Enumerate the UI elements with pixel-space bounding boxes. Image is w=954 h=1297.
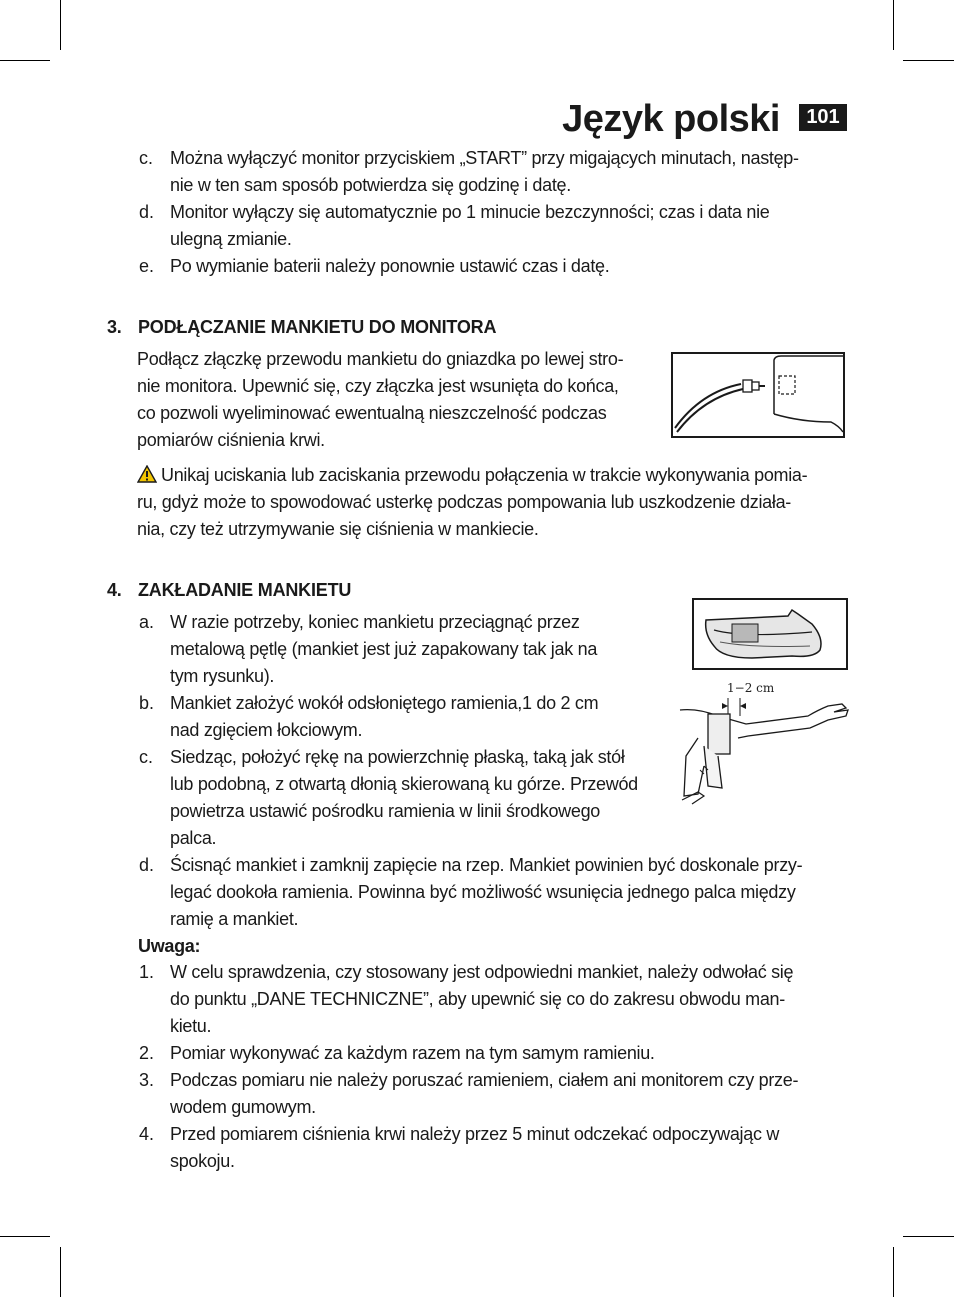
crop-mark	[903, 1236, 954, 1237]
cuff-connector-figure	[671, 352, 845, 438]
list-item-line: ramię a mankiet.	[170, 909, 299, 929]
list-item-label: d.	[139, 202, 155, 222]
list-item-line: Po wymianie baterii należy ponownie ustawić czas i datę.	[170, 256, 610, 276]
paragraph-line: co pozwoli wyeliminować ewentualną nieszczelność podczas	[137, 403, 607, 423]
note-line: Przed pomiarem ciśnienia krwi należy przez 5 minut odczekać odpoczywając w	[170, 1124, 780, 1144]
list-item-label: c.	[139, 747, 154, 767]
note-label: 3.	[139, 1070, 155, 1090]
crop-mark	[903, 60, 954, 61]
page-number-badge: 101	[799, 104, 847, 131]
note-heading: Uwaga:	[138, 936, 201, 956]
section-number: 4.	[107, 580, 122, 600]
crop-mark	[0, 60, 50, 61]
list-item-line: Siedząc, położyć rękę na powierzchnię płaską, taką jak stół	[170, 747, 625, 767]
paragraph-line: pomiarów ciśnienia krwi.	[137, 430, 325, 450]
list-item-line: lub podobną, z otwartą dłonią skierowaną ku górze. Przewód	[170, 774, 638, 794]
note-line: wodem gumowym.	[170, 1097, 316, 1117]
section-heading: ZAKŁADANIE MANKIETU	[138, 580, 352, 600]
warning-line	[137, 462, 807, 489]
list-item-label: e.	[139, 256, 155, 276]
note-label: 2.	[139, 1043, 155, 1063]
crop-mark	[60, 1247, 61, 1297]
list-item-line: powietrza ustawić pośrodku ramienia w linii środkowego	[170, 801, 601, 821]
crop-mark	[893, 1247, 894, 1297]
note-label: 1.	[139, 962, 155, 982]
list-item-line: tym rysunku).	[170, 666, 275, 686]
crop-mark	[60, 0, 61, 50]
list-item-line: nad zgięciem łokciowym.	[170, 720, 363, 740]
cuff-figure	[692, 598, 848, 670]
list-item-label: d.	[139, 855, 155, 875]
arm-cuff-figure	[678, 696, 850, 808]
list-item-line: Ścisnąć mankiet i zamknij zapięcie na rzep. Mankiet powinien być doskonale przy-	[170, 855, 803, 875]
section-number: 3.	[107, 317, 122, 337]
note-line: W celu sprawdzenia, czy stosowany jest odpowiedni mankiet, należy odwołać się	[170, 962, 794, 982]
measurement-label: 1−2 cm	[727, 681, 775, 695]
crop-mark	[893, 0, 894, 50]
note-line: Pomiar wykonywać za każdym razem na tym samym ramieniu.	[170, 1043, 655, 1063]
page-title: Język polski	[562, 98, 780, 140]
warning-line: nia, czy też utrzymywanie się ciśnienia w mankiecie.	[137, 519, 539, 539]
list-item-line: legać dookoła ramienia. Powinna być możliwość wsunięcia jednego palca między	[170, 882, 796, 902]
list-item-line: ulegną zmianie.	[170, 229, 292, 249]
paragraph-line: nie monitora. Upewnić się, czy złączka jest wsunięta do końca,	[137, 376, 619, 396]
list-item-line: Monitor wyłączy się automatycznie po 1 minucie bezczynności; czas i data nie	[170, 202, 770, 222]
list-item-label: a.	[139, 612, 155, 632]
section-heading: PODŁĄCZANIE MANKIETU DO MONITORA	[138, 317, 497, 337]
list-item-line: Można wyłączyć monitor przyciskiem „START” przy migających minutach, następ-	[170, 148, 799, 168]
list-item-line: Mankiet założyć wokół odsłoniętego ramienia,1 do 2 cm	[170, 693, 599, 713]
paragraph-line: Podłącz złączkę przewodu mankietu do gniazdka po lewej stro-	[137, 349, 624, 369]
warning-text: Unikaj uciskania lub zaciskania przewodu połączenia w trakcie wykonywania pomia-	[161, 465, 808, 485]
list-item-line: nie w ten sam sposób potwierdza się godzinę i datę.	[170, 175, 571, 195]
warning-line: ru, gdyż może to spowodować usterkę podczas pompowania lub uszkodzenie działa-	[137, 492, 791, 512]
list-item-label: b.	[139, 693, 155, 713]
list-item-label: c.	[139, 148, 154, 168]
note-line: spokoju.	[170, 1151, 235, 1171]
note-label: 4.	[139, 1124, 155, 1144]
note-line: kietu.	[170, 1016, 212, 1036]
crop-mark	[0, 1236, 50, 1237]
list-item-line: W razie potrzeby, koniec mankietu przeciągnąć przez	[170, 612, 580, 632]
list-item-line: metalową pętlę (mankiet jest już zapakowany tak jak na	[170, 639, 598, 659]
warning-icon	[137, 465, 157, 483]
list-item-line: palca.	[170, 828, 217, 848]
note-line: Podczas pomiaru nie należy poruszać ramieniem, ciałem ani monitorem czy prze-	[170, 1070, 799, 1090]
note-line: do punktu „DANE TECHNICZNE”, aby upewnić się co do zakresu obwodu man-	[170, 989, 785, 1009]
